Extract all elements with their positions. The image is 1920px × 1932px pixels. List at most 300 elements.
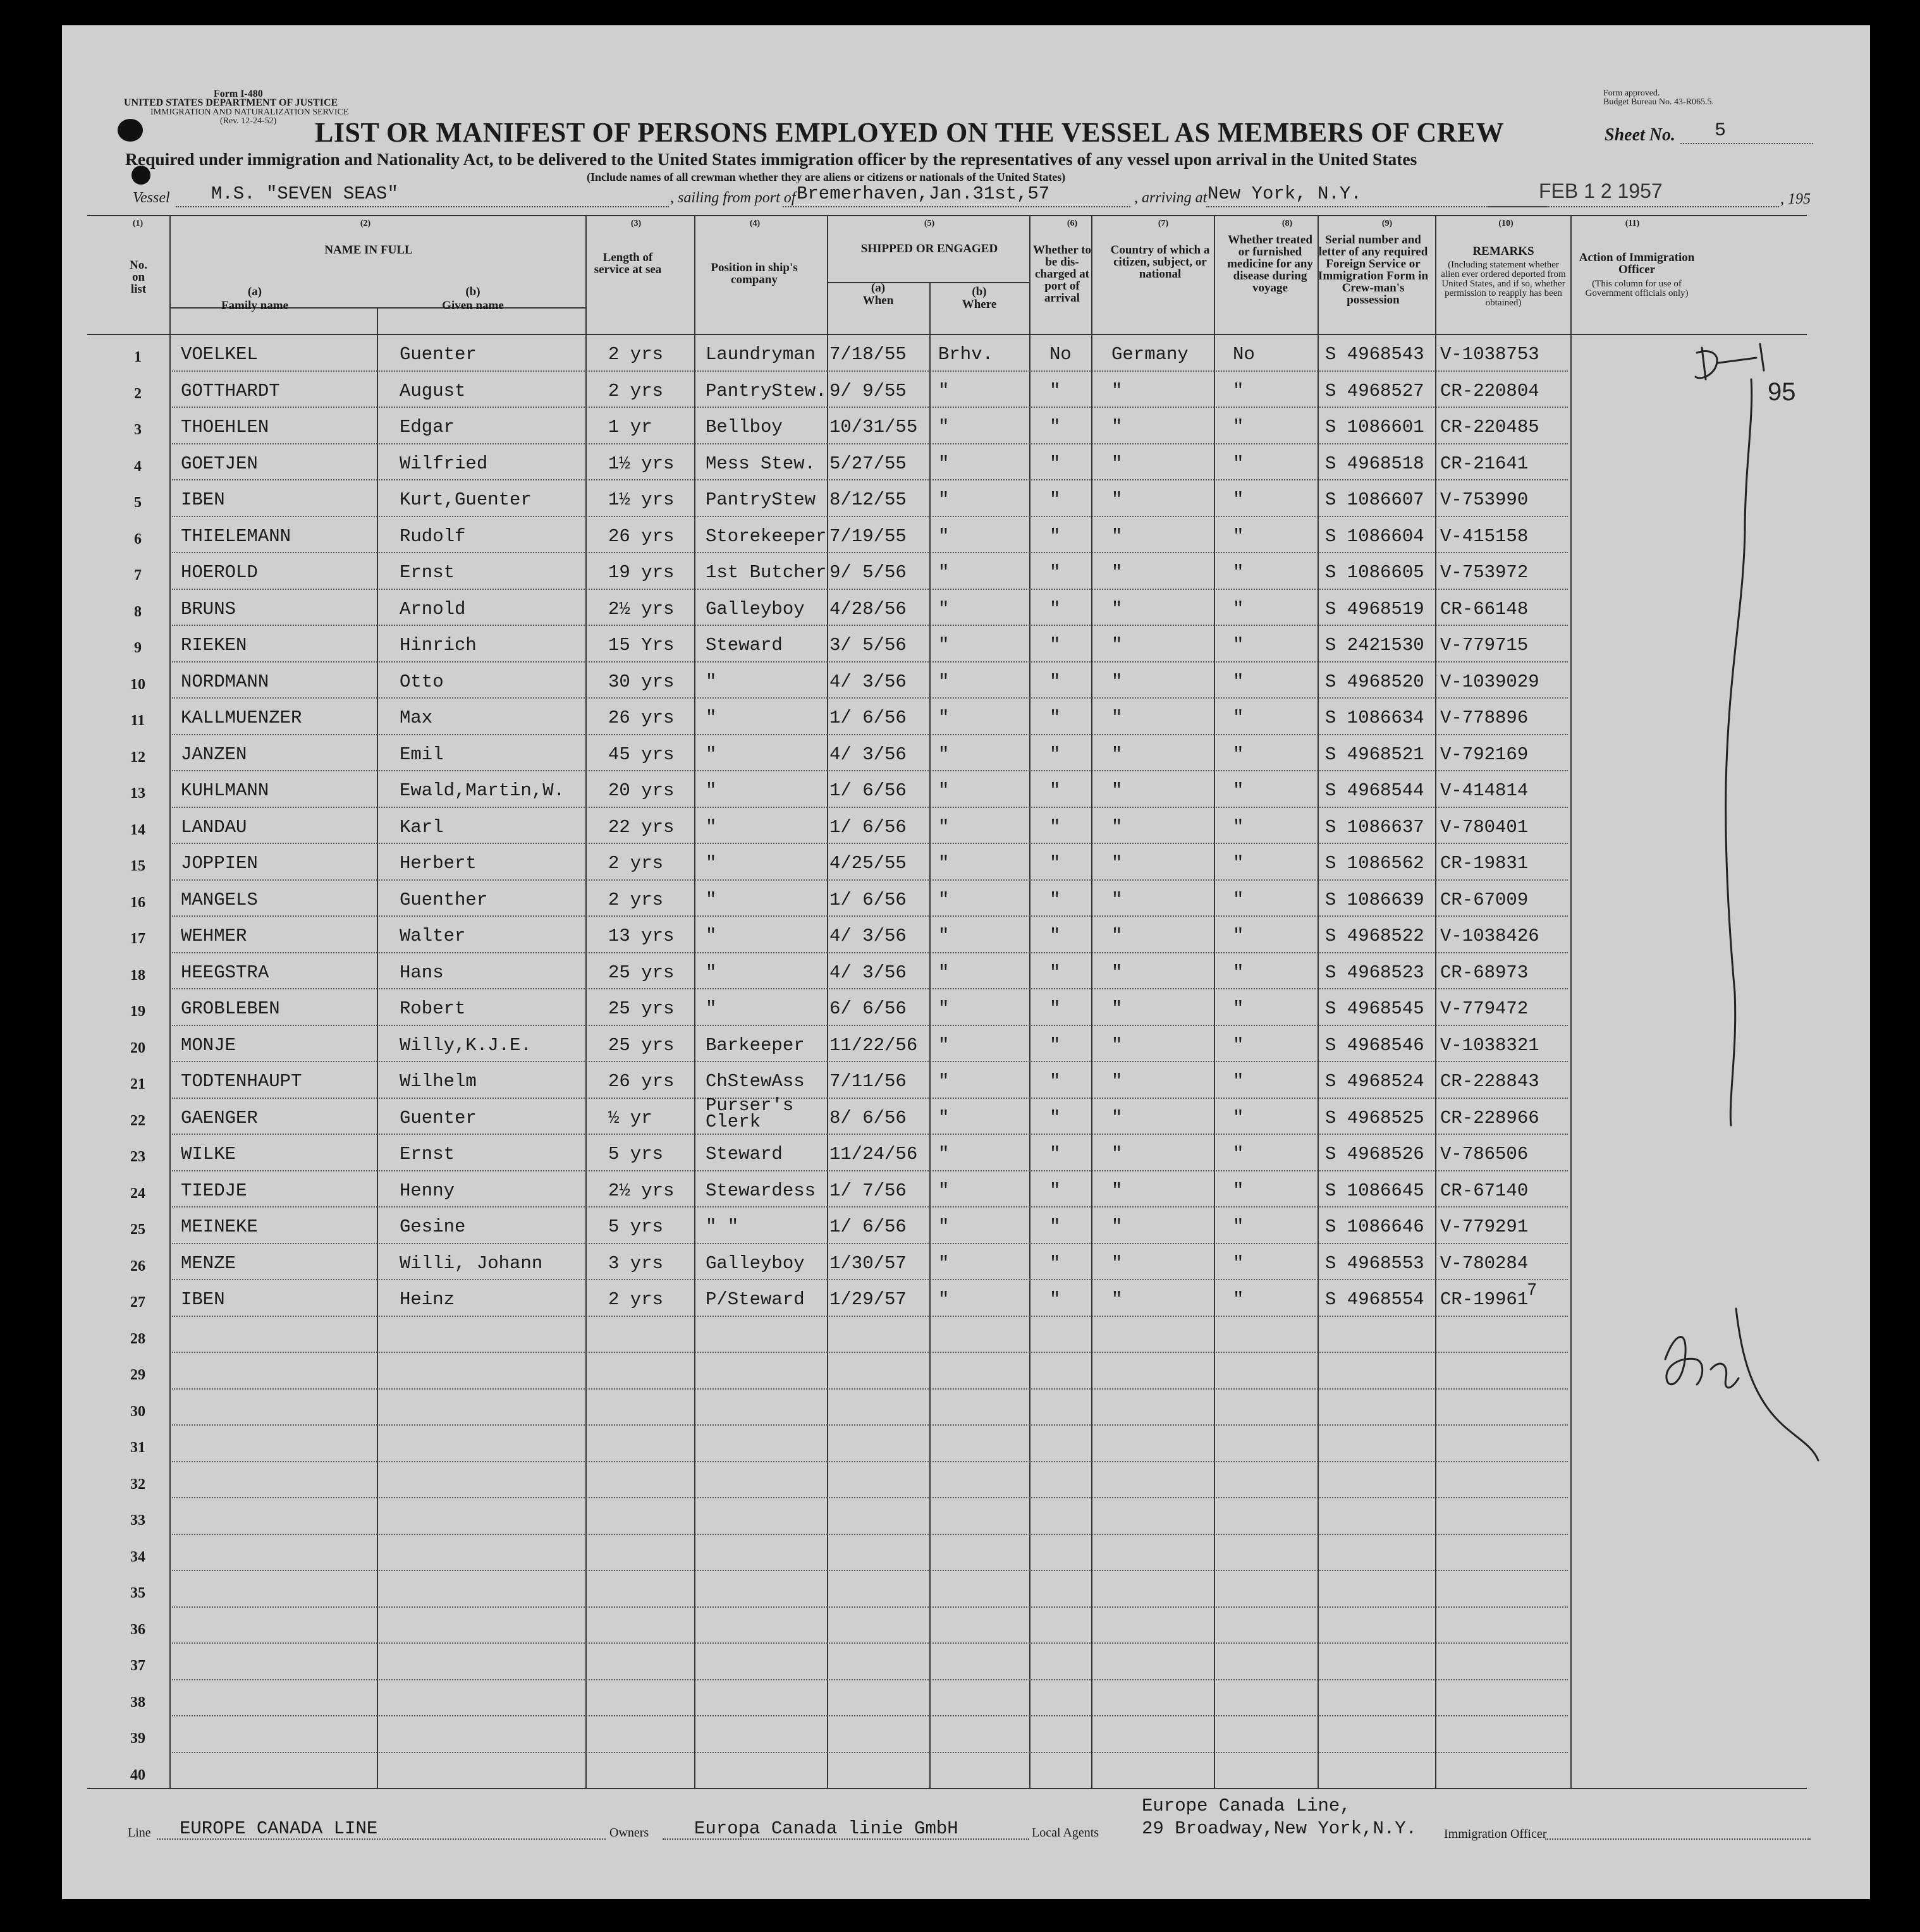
family-name: KUHLMANN — [181, 780, 269, 801]
shipped-where: " — [938, 453, 950, 474]
serial-number: S 1086601 — [1325, 417, 1424, 437]
shipped-when: 9/ 9/55 — [829, 380, 907, 401]
serial-number: S 4968521 — [1325, 743, 1424, 765]
col-num-4: (4) — [749, 219, 761, 228]
shipped-where: " — [938, 562, 950, 583]
header-position: Position in ship's company — [711, 261, 798, 286]
shipped-where: " — [938, 998, 950, 1019]
given-name: Henny — [400, 1180, 455, 1201]
country: " — [1111, 962, 1123, 983]
country: " — [1111, 453, 1123, 474]
medicine: " — [1233, 1252, 1244, 1274]
shipped-where: " — [938, 816, 950, 838]
medicine: " — [1233, 816, 1244, 838]
serial-number: S 4968544 — [1325, 780, 1424, 801]
remarks: V-753990 — [1440, 489, 1529, 510]
remarks: CR-67140 — [1440, 1180, 1529, 1201]
header-medicine: Whether treated or furnished medicine for any disease during voyage — [1227, 233, 1313, 295]
side-number: 95 — [1768, 378, 1796, 406]
row-number: 6 — [134, 530, 142, 547]
given-name: Heinz — [400, 1289, 455, 1310]
remarks: CR-67009 — [1440, 889, 1529, 910]
shipped-when: 9/ 5/56 — [829, 562, 907, 583]
medicine: " — [1233, 780, 1244, 801]
family-name: MEINEKE — [181, 1216, 258, 1237]
shipped-when: 7/18/55 — [829, 344, 907, 365]
shipped-where: " — [938, 1107, 950, 1128]
header-remarks-note: (Including statement whether alien ever ordered deported from United States, and if so, whether permission to reapply has been obtained) — [1441, 260, 1566, 308]
shipped-where: " — [938, 926, 950, 946]
position: P/Steward — [706, 1289, 805, 1310]
length-of-service: 2 yrs — [608, 1289, 664, 1310]
shipped-where: " — [938, 417, 950, 437]
shipped-where: " — [938, 489, 950, 510]
remarks: CR-220485 — [1440, 417, 1539, 437]
officer-action-markings — [1579, 341, 1845, 1505]
date-line — [1488, 206, 1779, 207]
form-approval: Form approved. — [1603, 89, 1660, 98]
country: " — [1111, 671, 1123, 692]
country: " — [1111, 1144, 1123, 1165]
position: Barkeeper — [706, 1034, 805, 1056]
position: " " — [706, 1216, 739, 1237]
serial-number: S 4968543 — [1325, 344, 1424, 365]
position: 1st Butcher — [706, 562, 827, 583]
empty-row — [62, 1570, 1870, 1606]
header-action: Action of Immigration Officer — [1579, 251, 1695, 276]
discharge: " — [1049, 380, 1061, 401]
shipped-when: 11/22/56 — [829, 1034, 918, 1056]
family-name: GAENGER — [181, 1107, 258, 1128]
serial-number: S 1086645 — [1325, 1180, 1424, 1201]
discharge: No — [1049, 344, 1072, 365]
row-number: 8 — [134, 603, 142, 620]
remarks: V-415158 — [1440, 525, 1529, 547]
discharge: " — [1049, 489, 1061, 510]
year-label: , 195 — [1780, 191, 1811, 207]
agents-line-1: Europe Canada Line, — [1142, 1795, 1351, 1816]
discharge: " — [1049, 1252, 1061, 1274]
header-length: Length of service at sea — [594, 251, 662, 276]
discharge: " — [1049, 1180, 1061, 1201]
medicine: " — [1233, 417, 1244, 437]
medicine: " — [1233, 562, 1244, 583]
header-when-sub: (a) — [871, 281, 886, 295]
given-name: Willi, Johann — [400, 1252, 543, 1274]
remarks: CR-228966 — [1440, 1107, 1539, 1128]
medicine: " — [1233, 1144, 1244, 1165]
serial-number: S 4968518 — [1325, 453, 1424, 474]
country: " — [1111, 707, 1123, 728]
discharge: " — [1049, 816, 1061, 838]
serial-number: S 4968526 — [1325, 1144, 1424, 1165]
arriving-at: New York, N.Y. — [1208, 183, 1362, 204]
medicine: " — [1233, 889, 1244, 910]
position: " — [706, 853, 717, 874]
serial-number: S 4968545 — [1325, 998, 1424, 1019]
length-of-service: 25 yrs — [608, 962, 675, 983]
row-number: 4 — [134, 458, 142, 475]
header-given: Given name — [442, 299, 504, 312]
given-name: Otto — [400, 671, 444, 692]
length-of-service: 1 yr — [608, 417, 652, 437]
discharge: " — [1049, 1107, 1061, 1128]
col-num-11: (11) — [1625, 219, 1640, 228]
family-name: WILKE — [181, 1144, 236, 1165]
position: " — [706, 998, 717, 1019]
remarks: V-778896 — [1440, 707, 1529, 728]
serial-number: S 4968546 — [1325, 1034, 1424, 1056]
row-number: 33 — [130, 1512, 145, 1529]
position: Laundryman — [706, 344, 816, 365]
shipped-where: " — [938, 780, 950, 801]
medicine: " — [1233, 1289, 1244, 1310]
budget-number: Budget Bureau No. 43-R065.5. — [1603, 97, 1714, 107]
shipped-when: 1/29/57 — [829, 1289, 907, 1310]
family-name: GOTTHARDT — [181, 380, 280, 401]
header-country: Country of which a citizen, subject, or national — [1110, 243, 1210, 281]
family-name: MONJE — [181, 1034, 236, 1056]
shipped-where: " — [938, 853, 950, 874]
given-name: Ernst — [400, 562, 455, 583]
discharge: " — [1049, 417, 1061, 437]
remarks: CR-66148 — [1440, 598, 1529, 620]
position: " — [706, 743, 717, 765]
family-name: TIEDJE — [181, 1180, 247, 1201]
sheet-label: Sheet No. — [1605, 125, 1675, 145]
manifest-sheet — [62, 25, 1870, 1899]
medicine: " — [1233, 1034, 1244, 1056]
discharge: " — [1049, 1216, 1061, 1237]
col-num-3: (3) — [630, 219, 642, 228]
row-number: 17 — [130, 931, 145, 947]
empty-row — [62, 1606, 1870, 1643]
row-number: 37 — [130, 1658, 145, 1674]
length-of-service: 1½ yrs — [608, 489, 675, 510]
shipped-when: 1/ 6/56 — [829, 780, 907, 801]
revision: (Rev. 12-24-52) — [220, 116, 277, 126]
position: " — [706, 816, 717, 838]
shipped-when: 8/ 6/56 — [829, 1107, 907, 1128]
col-num-8: (8) — [1281, 219, 1293, 228]
shipped-when: 1/30/57 — [829, 1252, 907, 1274]
remarks: V-1038426 — [1440, 926, 1539, 946]
serial-number: S 4968519 — [1325, 598, 1424, 620]
length-of-service: 25 yrs — [608, 998, 675, 1019]
shipped-when: 4/25/55 — [829, 853, 907, 874]
vessel-line — [176, 206, 669, 207]
length-of-service: 26 yrs — [608, 1071, 675, 1092]
given-name: Ernst — [400, 1144, 455, 1165]
shipped-when: 1/ 6/56 — [829, 1216, 907, 1237]
position: " — [706, 889, 717, 910]
remarks: V-780284 — [1440, 1252, 1529, 1274]
row-number: 27 — [130, 1294, 145, 1311]
shipped-where: " — [938, 1252, 950, 1274]
empty-row — [62, 1715, 1870, 1752]
shipped-where: " — [938, 889, 950, 910]
medicine: " — [1233, 926, 1244, 946]
length-of-service: 15 Yrs — [608, 635, 675, 656]
discharge: " — [1049, 671, 1061, 692]
shipped-where: " — [938, 1289, 950, 1310]
discharge: " — [1049, 780, 1061, 801]
shipped-where: " — [938, 1144, 950, 1165]
remarks: V-780401 — [1440, 816, 1529, 838]
position: Galleyboy — [706, 1252, 805, 1274]
shipped-when: 3/ 5/56 — [829, 635, 907, 656]
medicine: No — [1233, 344, 1255, 365]
position: Purser's Clerk — [706, 1094, 794, 1132]
sailing-line — [783, 206, 1130, 207]
position: " — [706, 780, 717, 801]
shipped-where: " — [938, 743, 950, 765]
remarks: V-779291 — [1440, 1216, 1529, 1237]
shipped-where: " — [938, 635, 950, 656]
row-number: 30 — [130, 1403, 145, 1420]
remarks: CR-220804 — [1440, 380, 1539, 401]
given-name: Walter — [400, 926, 466, 946]
country: " — [1111, 598, 1123, 620]
country: " — [1111, 780, 1123, 801]
header-shipped: SHIPPED OR ENGAGED — [860, 242, 998, 255]
position: Galleyboy — [706, 598, 805, 620]
country: " — [1111, 417, 1123, 437]
family-name: KALLMUENZER — [181, 707, 302, 728]
discharge: " — [1049, 1144, 1061, 1165]
position: Bellboy — [706, 417, 783, 437]
shipped-where: " — [938, 380, 950, 401]
country: " — [1111, 1034, 1123, 1056]
given-name: Max — [400, 707, 433, 728]
serial-number: S 4968527 — [1325, 380, 1424, 401]
length-of-service: 22 yrs — [608, 816, 675, 838]
line-value: EUROPE CANADA LINE — [180, 1818, 378, 1839]
discharge: " — [1049, 889, 1061, 910]
medicine: " — [1233, 1216, 1244, 1237]
length-of-service: 1½ yrs — [608, 453, 675, 474]
medicine: " — [1233, 1107, 1244, 1128]
remarks: V-1039029 — [1440, 671, 1539, 692]
remarks: V-414814 — [1440, 780, 1529, 801]
empty-row — [62, 1679, 1870, 1716]
row-number: 16 — [130, 894, 145, 911]
remarks: V-786506 — [1440, 1144, 1529, 1165]
shipped-when: 1/ 7/56 — [829, 1180, 907, 1201]
row-number: 22 — [130, 1112, 145, 1129]
shipped-when: 4/ 3/56 — [829, 962, 907, 983]
row-number: 3 — [134, 422, 142, 438]
country: " — [1111, 998, 1123, 1019]
country: " — [1111, 853, 1123, 874]
officer-underline — [1545, 1838, 1811, 1840]
discharge: " — [1049, 453, 1061, 474]
given-name: Edgar — [400, 417, 455, 437]
country: " — [1111, 1180, 1123, 1201]
line-underline — [157, 1838, 606, 1840]
serial-number: S 1086607 — [1325, 489, 1424, 510]
country: " — [1111, 1071, 1123, 1092]
position: " — [706, 671, 717, 692]
length-of-service: 26 yrs — [608, 707, 675, 728]
row-number: 14 — [130, 821, 145, 838]
given-name: Arnold — [400, 598, 466, 620]
family-name: LANDAU — [181, 816, 247, 838]
medicine: " — [1233, 962, 1244, 983]
medicine: " — [1233, 635, 1244, 656]
length-of-service: 5 yrs — [608, 1216, 664, 1237]
given-name: Gesine — [400, 1216, 466, 1237]
discharge: " — [1049, 1289, 1061, 1310]
country: " — [1111, 1289, 1123, 1310]
country: " — [1111, 1252, 1123, 1274]
serial-number: S 4968520 — [1325, 671, 1424, 692]
medicine: " — [1233, 525, 1244, 547]
row-number: 7 — [134, 567, 142, 584]
row-number: 1 — [134, 349, 142, 365]
length-of-service: 26 yrs — [608, 525, 675, 547]
family-name: NORDMANN — [181, 671, 269, 692]
row-number: 15 — [130, 858, 145, 874]
page-title: LIST OR MANIFEST OF PERSONS EMPLOYED ON THE VESSEL AS MEMBERS OF CREW — [315, 117, 1505, 148]
family-name: THIELEMANN — [181, 525, 291, 547]
row-number: 21 — [130, 1076, 145, 1092]
vessel-name: M.S. "SEVEN SEAS" — [211, 183, 398, 204]
family-name: THOEHLEN — [181, 417, 269, 437]
row-number: 34 — [130, 1548, 145, 1565]
row-number: 38 — [130, 1694, 145, 1711]
empty-row — [62, 1534, 1870, 1570]
service: IMMIGRATION AND NATURALIZATION SERVICE — [150, 107, 349, 117]
header-remarks: REMARKS — [1472, 245, 1534, 258]
header-family-sub: (a) — [247, 285, 262, 298]
subtitle: Required under immigration and Nationality Act, to be delivered to the United States immigration officer by the representatives of any vessel upon arrival in the United States — [125, 149, 1417, 169]
country: Germany — [1111, 344, 1189, 365]
shipped-where: " — [938, 671, 950, 692]
position: ChStewAss — [706, 1071, 805, 1092]
shipped-when: 5/27/55 — [829, 453, 907, 474]
position: PantryStew. — [706, 380, 827, 401]
row-number: 11 — [130, 712, 145, 729]
remarks: V-1038321 — [1440, 1034, 1539, 1056]
shipped-when: 4/28/56 — [829, 598, 907, 620]
position: Steward — [706, 635, 783, 656]
medicine: " — [1233, 1180, 1244, 1201]
country: " — [1111, 489, 1123, 510]
row-number: 35 — [130, 1585, 145, 1601]
form-number: Form I-480 — [214, 89, 263, 99]
header-serial: Serial number and letter of any required Foreign Service or Immigration Form in Crew-man's possession — [1318, 233, 1429, 307]
family-name: HEEGSTRA — [181, 962, 269, 983]
family-name: MENZE — [181, 1252, 236, 1274]
remarks: V-779715 — [1440, 635, 1529, 656]
family-name: RIEKEN — [181, 635, 247, 656]
country: " — [1111, 889, 1123, 910]
vessel-label: Vessel — [133, 190, 170, 206]
shipped-where: " — [938, 1216, 950, 1237]
length-of-service: 2½ yrs — [608, 1180, 675, 1201]
col-num-1: (1) — [132, 219, 144, 228]
position: Mess Stew. — [706, 453, 816, 474]
shipped-when: 10/31/55 — [829, 417, 918, 437]
sailing-label: , sailing from port of — [670, 190, 796, 206]
medicine: " — [1233, 489, 1244, 510]
col-num-7: (7) — [1158, 219, 1169, 228]
empty-row — [62, 1752, 1870, 1788]
row-number: 25 — [130, 1221, 145, 1238]
length-of-service: 2 yrs — [608, 344, 664, 365]
length-of-service: 2 yrs — [608, 380, 664, 401]
header-action-note: (This column for use of Government officials only) — [1585, 279, 1689, 298]
family-name: MANGELS — [181, 889, 258, 910]
serial-number: S 4968523 — [1325, 962, 1424, 983]
discharge: " — [1049, 1071, 1061, 1092]
shipped-when: 7/11/56 — [829, 1071, 907, 1092]
medicine: " — [1233, 853, 1244, 874]
shipped-where: " — [938, 525, 950, 547]
given-name: Robert — [400, 998, 466, 1019]
given-name: Hinrich — [400, 635, 477, 656]
given-name: Guenter — [400, 1107, 477, 1128]
family-name: WEHMER — [181, 926, 247, 946]
header-where: Where — [962, 298, 997, 311]
medicine: " — [1233, 707, 1244, 728]
serial-number: S 1086604 — [1325, 525, 1424, 547]
medicine: " — [1233, 671, 1244, 692]
medicine: " — [1233, 1071, 1244, 1092]
position: PantryStew — [706, 489, 816, 510]
given-name: Kurt,Guenter — [400, 489, 532, 510]
remarks: V-753972 — [1440, 562, 1529, 583]
remarks: CR-19961 — [1440, 1289, 1529, 1310]
length-of-service: 30 yrs — [608, 671, 675, 692]
department: UNITED STATES DEPARTMENT OF JUSTICE — [124, 97, 338, 108]
length-of-service: 2 yrs — [608, 889, 664, 910]
remarks: CR-19831 — [1440, 853, 1529, 874]
col-num-6: (6) — [1067, 219, 1078, 228]
row-number: 5 — [134, 494, 142, 511]
crew-note: (Include names of all crewman whether they are aliens or citizens or nationals of the United States) — [587, 171, 1066, 183]
row-number: 28 — [130, 1330, 145, 1347]
length-of-service: 25 yrs — [608, 1034, 675, 1056]
remarks: V-792169 — [1440, 743, 1529, 765]
serial-number: S 1086637 — [1325, 816, 1424, 838]
sheet-number-line — [1680, 143, 1813, 144]
discharge: " — [1049, 598, 1061, 620]
medicine: " — [1233, 598, 1244, 620]
discharge: " — [1049, 707, 1061, 728]
country: " — [1111, 816, 1123, 838]
table-top-rule — [87, 215, 1807, 216]
shipped-when: 1/ 6/56 — [829, 707, 907, 728]
header-family: Family name — [221, 299, 289, 312]
header-where-sub: (b) — [972, 285, 987, 298]
position: " — [706, 707, 717, 728]
country: " — [1111, 743, 1123, 765]
row-number: 29 — [130, 1367, 145, 1383]
discharge: " — [1049, 635, 1061, 656]
discharge: " — [1049, 926, 1061, 946]
position: Storekeeper — [706, 525, 827, 547]
discharge: " — [1049, 743, 1061, 765]
owners-underline — [663, 1838, 1029, 1840]
family-name: BRUNS — [181, 598, 236, 620]
row-number: 32 — [130, 1476, 145, 1493]
given-name: Karl — [400, 816, 444, 838]
family-name: IBEN — [181, 489, 225, 510]
shipped-where: " — [938, 1034, 950, 1056]
length-of-service: 20 yrs — [608, 780, 675, 801]
